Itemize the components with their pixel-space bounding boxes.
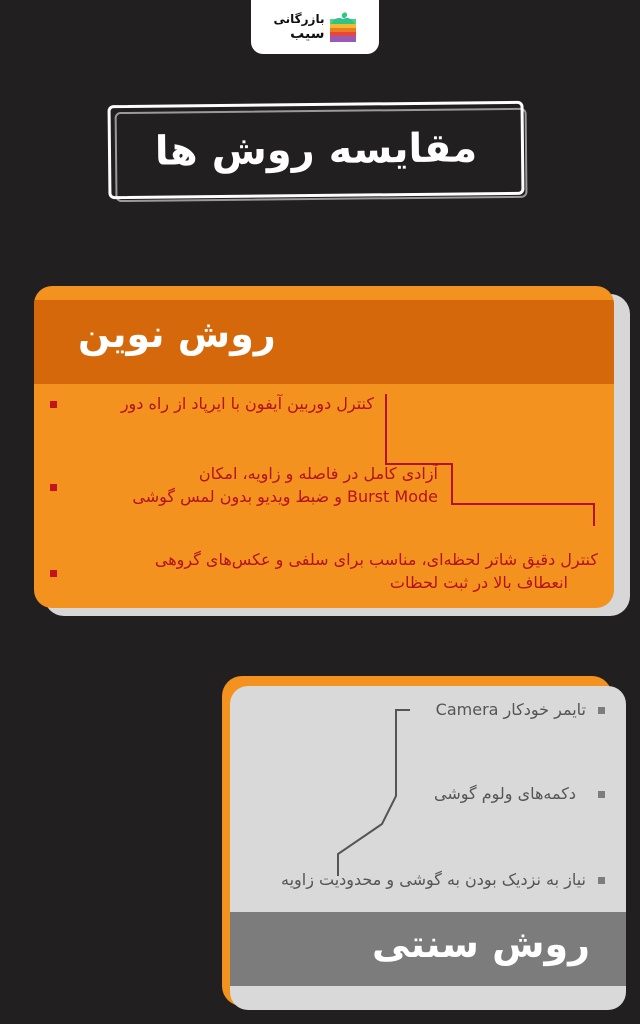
bullet-icon	[598, 707, 605, 714]
modern-item-2-line-2: Burst Mode و ضبط ویدیو بدون لمس گوشی	[132, 487, 438, 506]
traditional-item-3: نیاز به نزدیک بودن به گوشی و محدودیت زاویه	[281, 870, 586, 889]
modern-item-2	[74, 462, 438, 508]
modern-method-title: روش نوین	[78, 312, 276, 356]
traditional-item-1: تایمر خودکار Camera	[435, 700, 586, 719]
modern-item-2-line-1: آزادی کامل در فاصله و زاویه، امکان	[198, 464, 438, 483]
bullet-icon	[598, 877, 605, 884]
modern-item-3	[74, 548, 598, 594]
brand-logo	[251, 0, 379, 54]
modern-item-3-line-2: انعطاف بالا در ثبت لحظات	[389, 573, 568, 592]
modern-method-card	[34, 286, 614, 608]
traditional-method-title: روش سنتی	[372, 922, 590, 966]
bullet-icon	[50, 484, 57, 491]
apple-logo-icon	[330, 12, 356, 42]
brand-name-line1: بازرگانی	[273, 12, 325, 26]
brand-name-line2: سیب	[290, 26, 325, 42]
brand-name	[274, 13, 325, 41]
traditional-method-card	[230, 686, 626, 1010]
modern-item-1-line-1: کنترل دوربین آیفون با ایرپاد از راه دور	[120, 394, 374, 413]
page-title: مقایسه روش ها	[154, 125, 478, 175]
bullet-icon	[50, 570, 57, 577]
modern-item-3-line-1: کنترل دقیق شاتر لحظه‌ای، مناسب برای سلفی و عکس‌های گروهی	[154, 550, 598, 569]
page-title-frame	[108, 101, 525, 199]
bullet-icon	[598, 791, 605, 798]
modern-item-1	[74, 392, 374, 415]
traditional-item-2: دکمه‌های ولوم گوشی	[434, 784, 576, 803]
bullet-icon	[50, 401, 57, 408]
traditional-method-header	[230, 912, 626, 986]
